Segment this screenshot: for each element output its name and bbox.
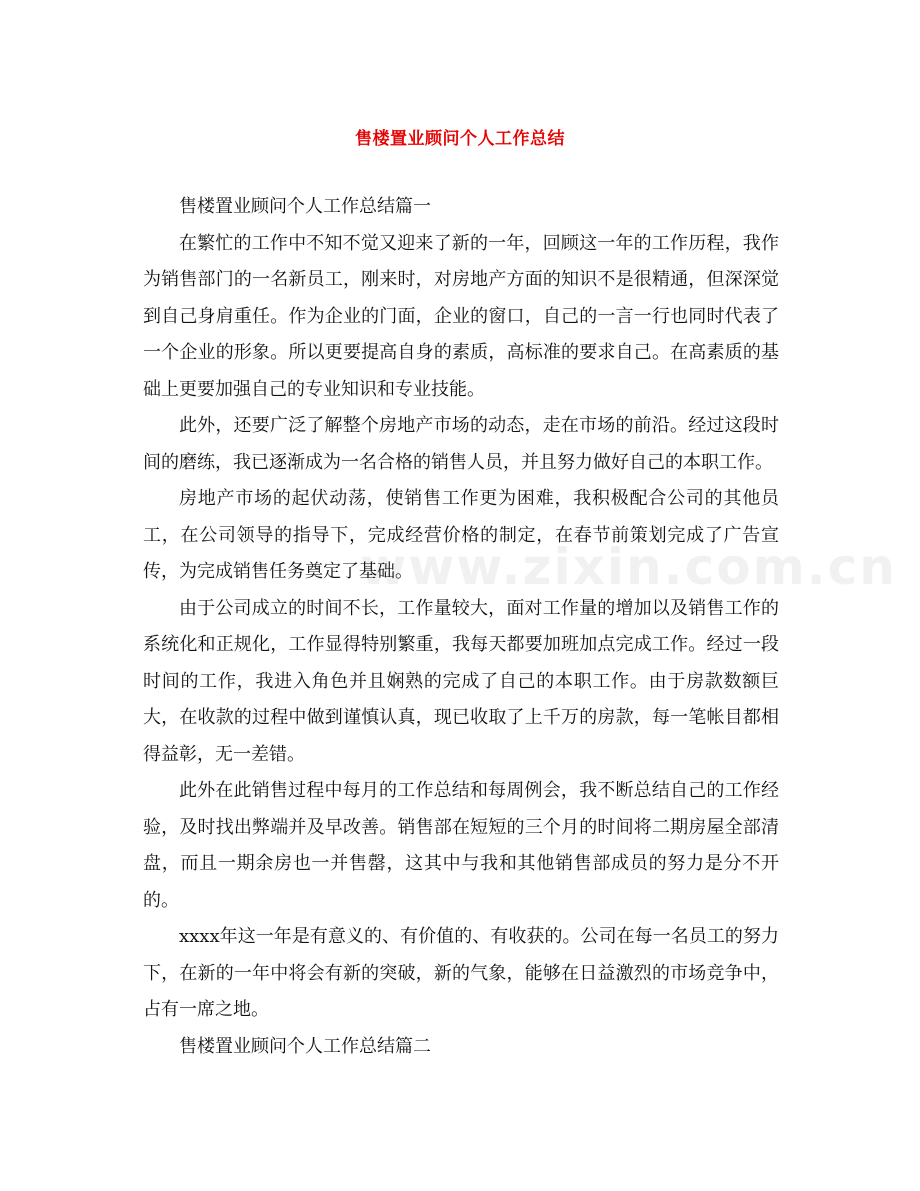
paragraph: 房地产市场的起伏动荡，使销售工作更为困难，我积极配合公司的其他员工，在公司领导的指导下，完成经营价格的制定，在春节前策划完成了广告宣传，为完成销售任务奠定了基础。 xyxy=(143,488,779,582)
section-heading-2: 售楼置业顾问个人工作总结篇二 xyxy=(179,1035,431,1057)
document-body xyxy=(143,189,779,1065)
paragraph: 在繁忙的工作中不知不觉又迎来了新的一年，回顾这一年的工作历程，我作为销售部门的一名新员工，刚来时，对房地产方面的知识不是很精通，但深深觉到自己身肩重任。作为企业的门面，企业的窗口，自己的一言一行也同时代表了一个企业的形象。所以更要提高自身的素质，高标准的要求自己。在高素质的基础上更要加强自己的专业知识和专业技能。 xyxy=(143,232,779,400)
document-title: 售楼置业顾问个人工作总结 xyxy=(355,129,565,149)
paragraph: 此外在此销售过程中每月的工作总结和每周例会，我不断总结自己的工作经验，及时找出弊端并及早改善。销售部在短短的三个月的时间将二期房屋全部清盘，而且一期余房也一并售罄，这其中与我和其他销售部成员的努力是分不开的。 xyxy=(143,780,779,911)
paragraph: xxxx年这一年是有意义的、有价值的、有收获的。公司在每一名员工的努力下，在新的一年中将会有新的突破，新的气象，能够在日益激烈的市场竞争中，占有一席之地。 xyxy=(143,926,779,1020)
paragraph: 由于公司成立的时间不长，工作量较大，面对工作量的增加以及销售工作的系统化和正规化，工作显得特别繁重，我每天都要加班加点完成工作。经过一段时间的工作，我进入角色并且娴熟的完成了自己的本职工作。由于房款数额巨大，在收款的过程中做到谨慎认真，现已收取了上千万的房款，每一笔帐目都相得益彰，无一差错。 xyxy=(143,597,779,765)
watermark-text: www.zixin.com.cn xyxy=(360,538,897,596)
paragraph: 此外，还要广泛了解整个房地产市场的动态，走在市场的前沿。经过这段时间的磨练，我已逐渐成为一名合格的销售人员，并且努力做好自己的本职工作。 xyxy=(143,415,779,473)
section-heading-1: 售楼置业顾问个人工作总结篇一 xyxy=(179,196,431,217)
